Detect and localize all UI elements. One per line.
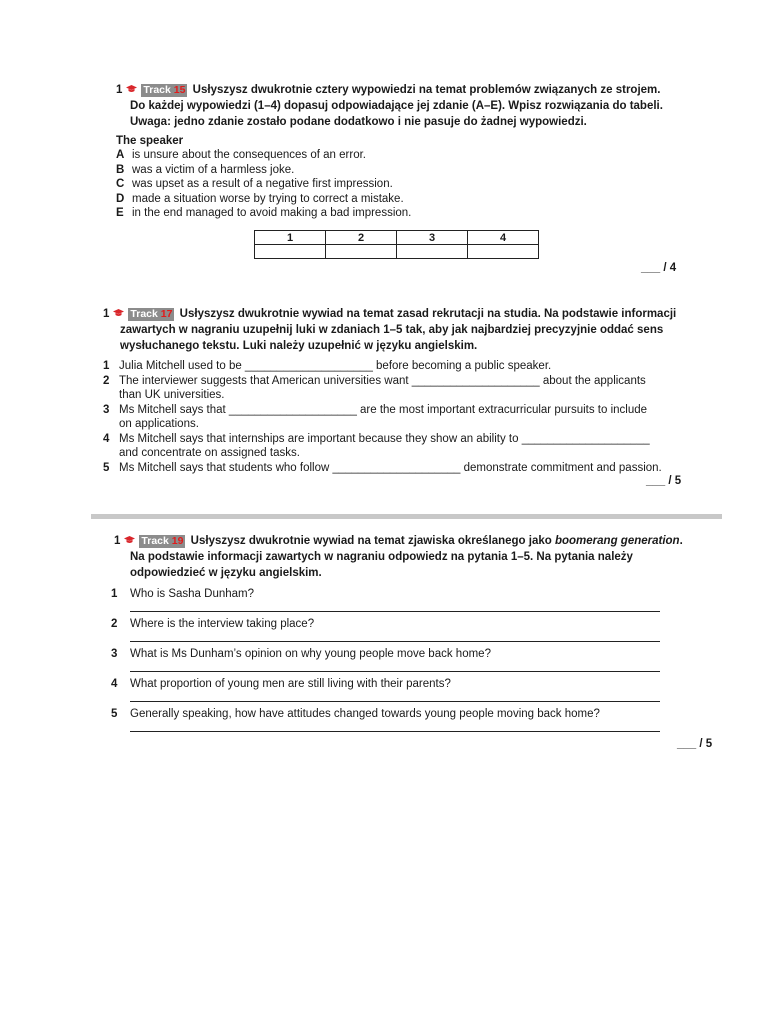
question-item: 1 Who is Sasha Dunham? [111, 587, 671, 617]
table-header-cell: 2 [326, 231, 397, 245]
answer-line[interactable] [130, 671, 660, 672]
graduation-cap-icon [124, 533, 135, 549]
table-header-cell: 3 [397, 231, 468, 245]
score: ___ / 4 [641, 262, 677, 274]
list-item: 1 Julia Mitchell used to be ____________________ before becoming a public speaker. [103, 360, 552, 372]
answer-line[interactable] [130, 701, 660, 702]
section1-instructions [116, 82, 676, 130]
question-item: 4 What proportion of young men are still living with their parents? [111, 677, 671, 707]
answer-line[interactable] [130, 611, 660, 612]
option-item: E in the end managed to avoid making a bad impression. [116, 207, 412, 219]
track-badge: Track 15 [143, 84, 186, 97]
question-item: 5 Generally speaking, how have attitudes changed towards young people moving back home? [111, 707, 671, 737]
list-item: 2 The interviewer suggests that American universities want ____________________ about the applicants than UK universities. [103, 374, 646, 401]
track-badge: Track 19 [141, 535, 184, 548]
instruction-line: Na podstawie informacji zawartych w nagraniu odpowiedz na pytania 1–5. Na pytania należy [130, 551, 633, 564]
section3-header-line [114, 533, 704, 549]
instruction-line: Usłyszysz dwukrotnie cztery wypowiedzi na temat problemów związanych ze strojem. [192, 84, 661, 97]
track-badge: Track 17 [130, 308, 173, 321]
option-item: A is unsure about the consequences of an error. [116, 149, 366, 161]
instruction-line: zawartych w nagraniu uzupełnij luki w zdaniach 1–5 tak, aby jak najbardziej precyzyjnie oddać sens [120, 324, 664, 337]
graduation-cap-icon [126, 82, 137, 98]
options-list [116, 148, 411, 221]
section2-header-line [103, 306, 693, 322]
answer-cell[interactable] [326, 245, 397, 259]
answer-cell[interactable] [255, 245, 326, 259]
exercise-number: 1 [114, 535, 121, 548]
table-header-cell: 4 [468, 231, 539, 245]
instruction-line: Do każdej wypowiedzi (1–4) dopasuj odpowiadające jej zdanie (A–E). Wpisz rozwiązania do tabeli. [130, 100, 663, 113]
answer-table [254, 230, 539, 259]
instruction-line: Usłyszysz dwukrotnie wywiad na temat zasad rekrutacji na studia. Na podstawie informacji [179, 308, 677, 321]
gap-fill-list [103, 359, 703, 475]
table-header-row [255, 231, 539, 245]
instruction-line: odpowiedzieć w języku angielskim. [130, 567, 322, 580]
question-item: 3 What is Ms Dunham’s opinion on why young people move back home? [111, 647, 671, 677]
answer-line[interactable] [130, 641, 660, 642]
table-header-cell: 1 [255, 231, 326, 245]
section1-header-line [116, 82, 676, 98]
instruction-line: Usłyszysz dwukrotnie wywiad na temat zjawiska określanego jako boomerang generation. [190, 535, 683, 548]
instruction-line: wysłuchanego tekstu. Luki należy uzupełnić w języku angielskim. [120, 340, 478, 353]
question-item: 2 Where is the interview taking place? [111, 617, 671, 647]
option-item: B was a victim of a harmless joke. [116, 163, 295, 176]
answer-cell[interactable] [468, 245, 539, 259]
italic-term: boomerang generation [554, 535, 680, 548]
subheading: The speaker [116, 135, 184, 147]
section-divider [91, 514, 722, 519]
exercise-number: 1 [103, 308, 110, 321]
table-answer-row [255, 245, 539, 259]
exercise-number: 1 [116, 84, 123, 97]
option-item: C was upset as a result of a negative first impression. [116, 178, 393, 190]
answer-cell[interactable] [397, 245, 468, 259]
list-item: 3 Ms Mitchell says that ____________________ are the most important extracurricular pursuits to include on applications. [103, 403, 648, 430]
answer-line[interactable] [130, 731, 660, 732]
option-item: D made a situation worse by trying to correct a mistake. [116, 192, 404, 205]
questions-list [111, 587, 671, 737]
list-item: 4 Ms Mitchell says that internships are important because they show an ability to ____________________ and concentrate on assigned tasks. [103, 432, 650, 459]
score: ___ / 5 [677, 738, 713, 750]
section3-instructions [114, 533, 704, 581]
section2-instructions [103, 306, 693, 354]
instruction-line: Uwaga: jedno zdanie zostało podane dodatkowo i nie pasuje do żadnej wypowiedzi. [130, 116, 587, 129]
list-item: 5 Ms Mitchell says that students who follow ____________________ demonstrate commitment and passion. [103, 461, 662, 474]
score: ___ / 5 [646, 475, 682, 487]
graduation-cap-icon [113, 306, 124, 322]
